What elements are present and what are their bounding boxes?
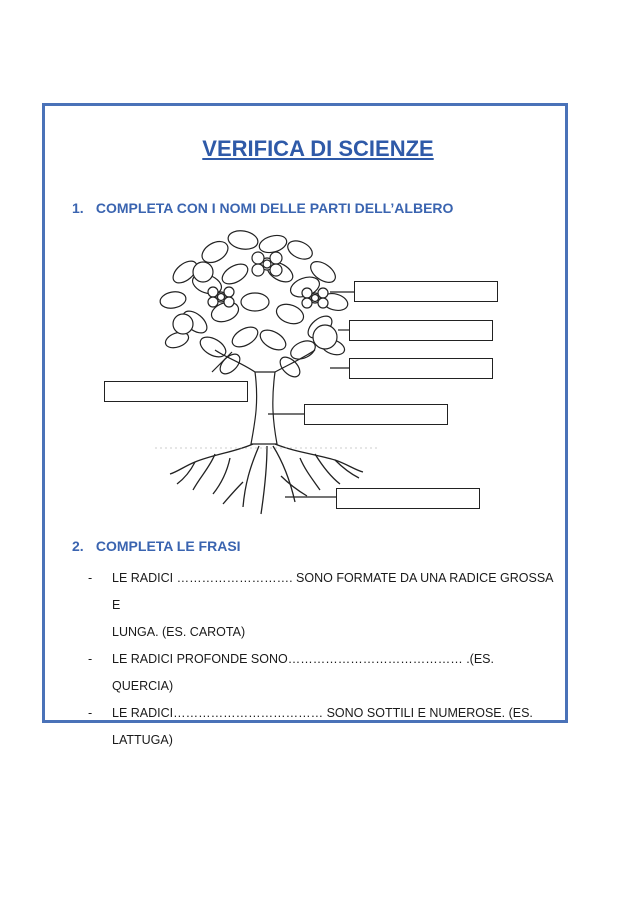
question-1-number: 1. bbox=[72, 200, 84, 216]
label-box-fruit[interactable] bbox=[349, 320, 493, 341]
question-2-number: 2. bbox=[72, 538, 84, 554]
list-item bbox=[88, 700, 558, 754]
sentence-line: LATTUGA) bbox=[112, 733, 173, 747]
list-dash: - bbox=[88, 706, 93, 720]
list-item bbox=[88, 646, 558, 700]
list-dash: - bbox=[88, 571, 93, 585]
sentence-line: LE RADICI ………………………. SONO FORMATE DA UNA RADICE GROSSA E bbox=[112, 571, 553, 612]
label-box-roots[interactable] bbox=[336, 488, 480, 509]
question-1-text: COMPLETA CON I NOMI DELLE PARTI DELL’ALBERO bbox=[95, 200, 454, 216]
label-box-trunk[interactable] bbox=[304, 404, 448, 425]
apple-icon bbox=[193, 262, 213, 282]
roots bbox=[170, 444, 363, 514]
question-2-heading bbox=[72, 538, 241, 554]
label-box-leaf[interactable] bbox=[349, 358, 493, 379]
trunk bbox=[251, 372, 277, 444]
sentence-line: LE RADICI……………………………… SONO SOTTILI E NUMEROSE. (ES. bbox=[112, 706, 533, 720]
sentence-line: LUNGA. (ES. CAROTA) bbox=[112, 625, 246, 639]
apple-icon bbox=[173, 314, 193, 334]
sentence-line: LE RADICI PROFONDE SONO…………………………………… .(ES. QUERCIA) bbox=[112, 652, 494, 693]
list-item bbox=[88, 565, 558, 646]
list-dash: - bbox=[88, 652, 93, 666]
page-title: VERIFICA DI SCIENZE bbox=[202, 136, 434, 161]
label-box-flower[interactable] bbox=[354, 281, 498, 302]
label-box-canopy[interactable] bbox=[104, 381, 248, 402]
apple-icon bbox=[313, 325, 337, 349]
sentence-list bbox=[88, 565, 558, 754]
question-2-text: COMPLETA LE FRASI bbox=[95, 538, 241, 554]
question-1-heading bbox=[72, 200, 453, 216]
flower-icon bbox=[252, 252, 282, 276]
tree-illustration bbox=[155, 222, 380, 518]
